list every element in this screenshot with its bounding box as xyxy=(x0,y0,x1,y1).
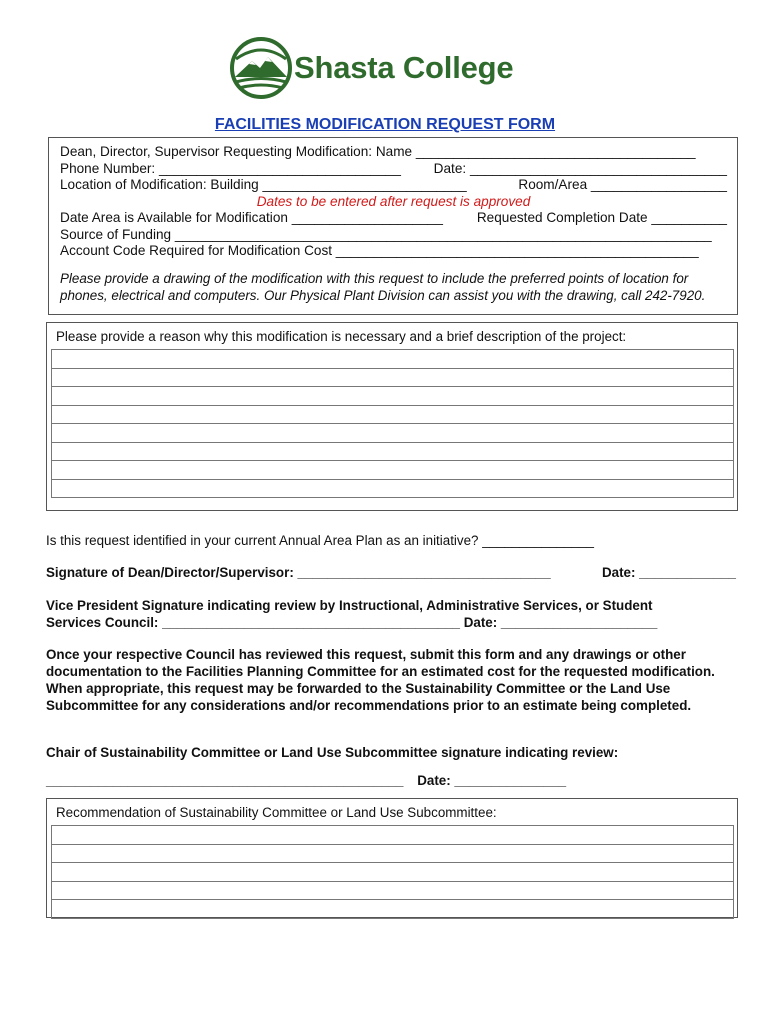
date-available-field[interactable]: Date Area is Available for Modification ____________________ xyxy=(60,210,443,225)
recommendation-line[interactable] xyxy=(51,881,734,900)
reason-label: Please provide a reason why this modification is necessary and a brief description of the project: xyxy=(56,329,627,344)
vp-signature-block xyxy=(46,597,736,631)
reason-lines[interactable] xyxy=(51,349,734,498)
reason-line[interactable] xyxy=(51,368,734,387)
recommendation-line[interactable] xyxy=(51,844,734,863)
reason-line[interactable] xyxy=(51,423,734,442)
reason-line[interactable] xyxy=(51,479,734,498)
dean-signature-field[interactable]: Signature of Dean/Director/Supervisor: __________________________________ xyxy=(46,565,551,580)
reason-line[interactable] xyxy=(51,349,734,368)
recommendation-section xyxy=(46,798,738,918)
dates-note: Dates to be entered after request is approved xyxy=(256,193,531,209)
building-field[interactable]: Location of Modification: Building ___________________________ xyxy=(60,177,467,192)
room-area-field[interactable]: Room/Area __________________ xyxy=(518,177,727,192)
drawing-note: Please provide a drawing of the modification with this request to include the preferred points of location for phones, electrical and computers. Our Physical Plant Division can assist you with the drawing, call 242-7920. xyxy=(60,270,706,303)
council-instructions: Once your respective Council has reviewed this request, submit this form and any drawings or other documentation to the Facilities Planning Committee for an estimated cost for the requested modification. When appropriate, this request may be forwarded to the Sustainability Committee or the Land Use Subcommittee for any considerations and/or recommendations prior to an estimate being completed. xyxy=(46,647,715,713)
recommendation-line[interactable] xyxy=(51,825,734,844)
reason-line[interactable] xyxy=(51,386,734,405)
phone-number-field[interactable]: Phone Number: ________________________________ xyxy=(60,160,401,176)
dean-signature-date[interactable]: Date: _____________ xyxy=(601,565,736,580)
request-date-field[interactable]: Date: __________________________________ xyxy=(433,160,727,176)
chair-signature-date[interactable]: Date: _______________ xyxy=(417,773,567,788)
vp-signature-field[interactable]: Services Council: ________________________________________ Date: _____________________ xyxy=(46,615,658,630)
form-title: FACILITIES MODIFICATION REQUEST FORM xyxy=(214,116,556,133)
requester-name-field[interactable]: Dean, Director, Supervisor Requesting Modification: Name _____________________________________ xyxy=(60,144,696,159)
college-logo xyxy=(230,36,545,100)
reason-line[interactable] xyxy=(51,405,734,424)
reason-line[interactable] xyxy=(51,442,734,461)
reason-line[interactable] xyxy=(51,460,734,479)
annual-plan-question[interactable]: Is this request identified in your current Annual Area Plan as an initiative? _______________ xyxy=(46,533,594,548)
recommendation-line[interactable] xyxy=(51,899,734,918)
chair-signature-row xyxy=(46,772,736,789)
shasta-mountain-icon xyxy=(230,37,292,99)
completion-date-field[interactable]: Requested Completion Date __________ xyxy=(476,210,727,225)
vp-signature-label: Vice President Signature indicating review by Instructional, Administrative Services, or Student xyxy=(46,598,653,613)
college-name: Shasta College xyxy=(294,50,514,85)
funding-source-field[interactable]: Source of Funding _______________________________________________________________________ xyxy=(60,226,712,242)
chair-signature-field[interactable]: ________________________________________________ xyxy=(46,773,404,788)
recommendation-line[interactable] xyxy=(51,862,734,881)
dean-signature-row xyxy=(46,564,736,581)
reason-section xyxy=(46,322,738,511)
chair-signature-label: Chair of Sustainability Committee or Land Use Subcommittee signature indicating review: xyxy=(46,745,619,760)
recommendation-lines[interactable] xyxy=(51,825,734,919)
recommendation-label: Recommendation of Sustainability Committee or Land Use Subcommittee: xyxy=(56,805,497,820)
requester-info-section xyxy=(48,137,738,315)
account-code-field[interactable]: Account Code Required for Modification Cost ________________________________________________ xyxy=(60,243,699,258)
